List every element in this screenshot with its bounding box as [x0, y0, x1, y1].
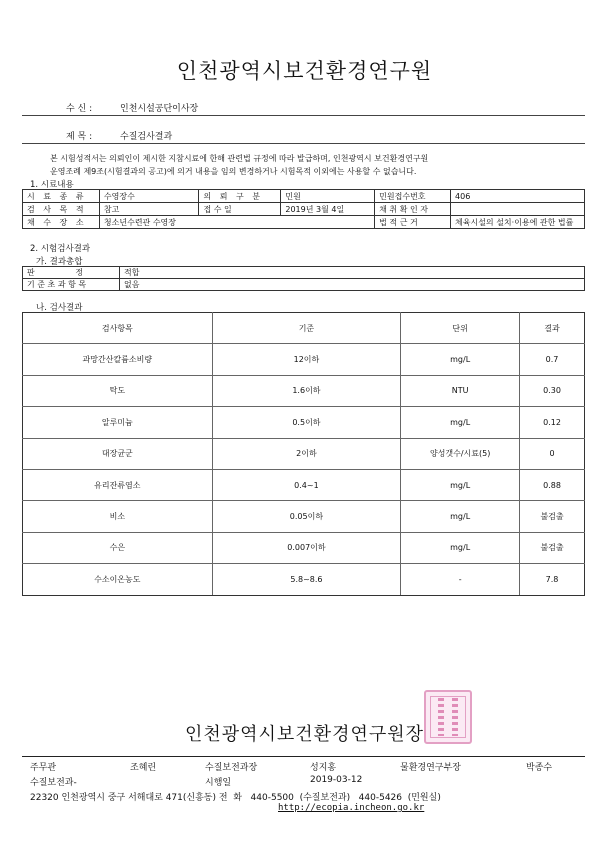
exceed-items-value: 없음 [120, 279, 585, 291]
result-value: 0.88 [520, 469, 585, 500]
sample-type-label: 시 료 종 류 [23, 190, 100, 203]
result-unit: 양성갯수/시료(5) [401, 438, 520, 469]
legal-basis-label: 법 적 근 거 [375, 216, 451, 229]
requester-value: 민원 [281, 190, 375, 203]
legal-basis-value: 체육시설의 설치·이용에 관한 법률 [451, 216, 585, 229]
result-standard: 2이하 [212, 438, 401, 469]
result-value: 0.12 [520, 407, 585, 438]
result-unit: mg/L [401, 532, 520, 563]
requester-label: 의 뢰 구 분 [199, 190, 281, 203]
judgment-label: 판 정 [23, 267, 120, 279]
result-unit: mg/L [401, 407, 520, 438]
document-title: 인천광역시보건환경연구원 [176, 59, 433, 83]
result-item: 수소이온농도 [23, 564, 213, 595]
issuer-name: 인천광역시보건환경연구원장 [184, 724, 425, 745]
footer-exec-label: 시행일 [205, 778, 232, 788]
footer-exec-date: 2019-03-12 [310, 775, 363, 785]
footer-name-1: 조혜린 [130, 763, 157, 773]
header-result: 결과 [520, 313, 585, 344]
result-unit: mg/L [401, 344, 520, 375]
footer-address: 22320 인천광역시 중구 서해대로 471(신흥동) 전 화 440-5500 (수질보전과) 440-5426 (민원실) [30, 793, 441, 803]
footer-name-3: 박종수 [526, 763, 553, 773]
notice-line-2: 운영조례 제9조(시험결과의 공고)에 의거 내용을 임의 변경하거나 시험목적 이외에는 사용할 수 없습니다. [50, 167, 417, 176]
table-row [23, 564, 585, 595]
footer-name-2: 성지홍 [310, 763, 337, 773]
sample-info-table [22, 189, 585, 229]
footer-role-1: 주무관 [30, 763, 57, 773]
result-value: 0.30 [520, 375, 585, 406]
table-row [23, 407, 585, 438]
result-unit: mg/L [401, 501, 520, 532]
result-unit: - [401, 564, 520, 595]
received-date-value: 2019년 3월 4일 [281, 203, 375, 216]
receipt-no-value: 406 [451, 190, 585, 203]
result-value: 불검출 [520, 501, 585, 532]
recipient-label: 수 신 : [66, 104, 93, 114]
summary-table [22, 266, 585, 291]
table-row [23, 438, 585, 469]
result-standard: 0.007이하 [212, 532, 401, 563]
result-item: 알루미늄 [23, 407, 213, 438]
result-standard: 12이하 [212, 344, 401, 375]
table-row [23, 501, 585, 532]
result-item: 수은 [23, 532, 213, 563]
result-value: 7.8 [520, 564, 585, 595]
result-standard: 0.05이하 [212, 501, 401, 532]
result-item: 탁도 [23, 375, 213, 406]
result-unit: mg/L [401, 469, 520, 500]
table-row [23, 532, 585, 563]
result-item: 유리잔류염소 [23, 469, 213, 500]
results-table [22, 312, 585, 596]
results-subheading: 나. 검사결과 [36, 303, 83, 313]
receipt-no-label: 민원접수번호 [375, 190, 451, 203]
subject-label: 제 목 : [66, 132, 93, 142]
summary-subheading: 가. 결과총합 [36, 257, 83, 267]
confirmer-value [451, 203, 585, 216]
header-item: 검사항목 [23, 313, 213, 344]
results-header-row [23, 313, 585, 344]
exceed-items-label: 기 준 초 과 항 목 [23, 279, 120, 291]
section-sample-heading: 1. 시료내용 [30, 180, 74, 190]
subject-divider [22, 143, 585, 144]
table-row [23, 344, 585, 375]
purpose-label: 검 사 목 적 [23, 203, 100, 216]
result-standard: 0.5이하 [212, 407, 401, 438]
result-unit: NTU [401, 375, 520, 406]
footer-role-2: 수질보전과장 [205, 763, 258, 773]
table-row [23, 469, 585, 500]
section-results-heading: 2. 시험검사결과 [30, 244, 91, 254]
table-row [23, 375, 585, 406]
footer-dept: 수질보전과- [30, 778, 77, 788]
notice-line-1: 본 시험성적서는 의뢰인이 제시한 지참시료에 한해 관련법 규정에 따라 발급하며, 인천광역시 보건환경연구원 [50, 154, 429, 163]
purpose-value: 참고 [99, 203, 199, 216]
sampling-place-value: 청소년수련관 수영장 [99, 216, 374, 229]
judgment-value: 적합 [120, 267, 585, 279]
confirmer-label: 채 취 확 인 자 [375, 203, 451, 216]
sample-type-value: 수영장수 [99, 190, 199, 203]
result-value: 0.7 [520, 344, 585, 375]
footer-divider [22, 756, 585, 757]
result-item: 과망간산칼륨소비량 [23, 344, 213, 375]
result-value: 불검출 [520, 532, 585, 563]
received-date-label: 접 수 일 [199, 203, 281, 216]
header-unit: 단위 [401, 313, 520, 344]
header-standard: 기준 [212, 313, 401, 344]
subject-value: 수질검사결과 [120, 132, 173, 142]
notice-text [50, 152, 580, 178]
result-value: 0 [520, 438, 585, 469]
recipient-value: 인천시설공단이사장 [120, 104, 199, 114]
result-standard: 5.8~8.6 [212, 564, 401, 595]
header-divider [22, 115, 585, 116]
result-item: 비소 [23, 501, 213, 532]
result-standard: 0.4~1 [212, 469, 401, 500]
result-standard: 1.6이하 [212, 375, 401, 406]
website-link[interactable]: http://ecopia.incheon.go.kr [278, 803, 425, 813]
footer-role-3: 물환경연구부장 [400, 763, 461, 773]
result-item: 대장균군 [23, 438, 213, 469]
sampling-place-label: 채 수 장 소 [23, 216, 100, 229]
